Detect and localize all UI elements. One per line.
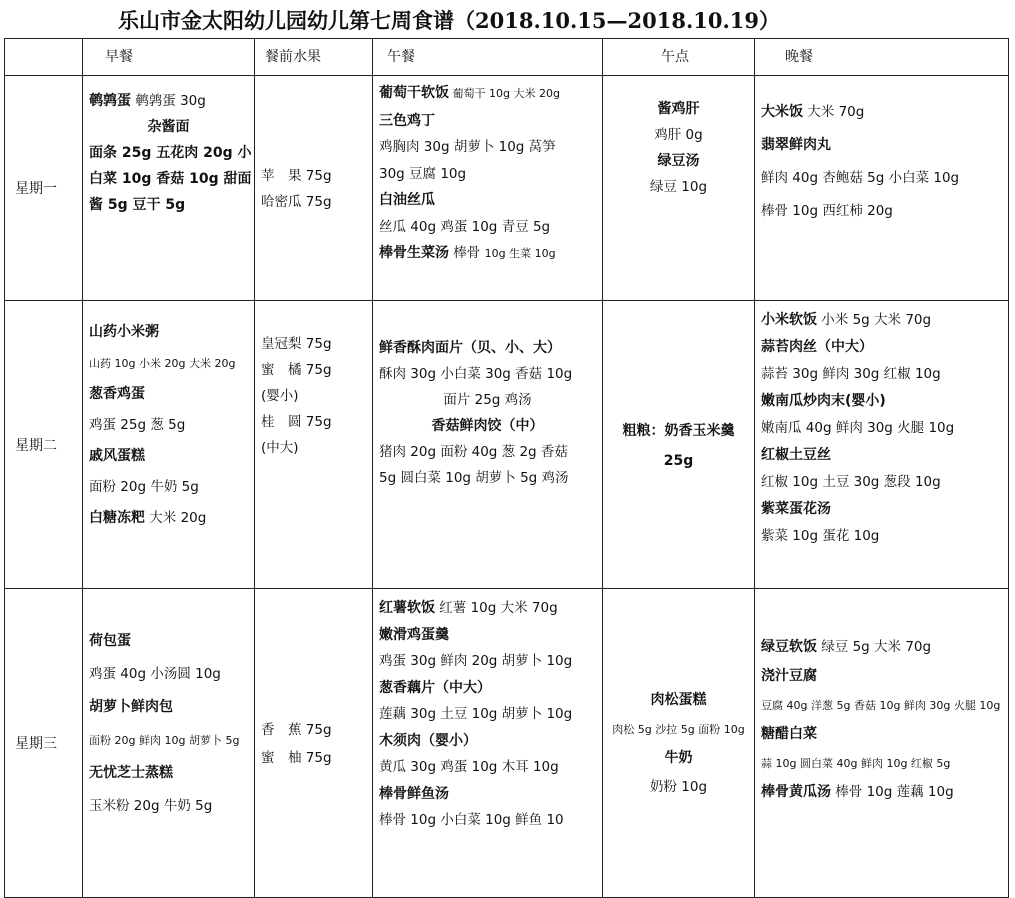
header-cell-breakfast xyxy=(83,39,255,76)
dish-name: 绿豆软饭 xyxy=(761,639,817,655)
dish-name: 紫菜蛋花汤 xyxy=(761,501,831,517)
menu-line xyxy=(89,503,248,534)
ingredients: 豆腐 40g 洋葱 5g 香菇 10g 鲜肉 30g 火腿 10g xyxy=(761,699,1001,712)
dish-name: 山药小米粥 xyxy=(89,324,159,340)
menu-line xyxy=(379,187,596,214)
dish-name: 牛奶 xyxy=(664,750,693,766)
menu-line xyxy=(89,724,248,757)
header-label: 午点 xyxy=(661,49,689,65)
ingredients: 绿豆 10g xyxy=(649,179,708,195)
menu-line xyxy=(761,361,1002,388)
fruit-cell xyxy=(255,301,373,589)
lunch-cell xyxy=(373,589,603,898)
dish-name: 白糖冻粑 xyxy=(89,510,145,526)
menu-line xyxy=(89,88,248,114)
dish-name: 棒骨黄瓜汤 xyxy=(761,784,831,800)
dish-name: 小米软饭 xyxy=(761,312,817,328)
menu-line xyxy=(609,744,748,773)
ingredients: 鸡蛋 25g 葱 5g xyxy=(89,417,186,433)
dish-name: 葱香鸡蛋 xyxy=(89,386,145,402)
menu-line xyxy=(261,163,366,189)
menu-line xyxy=(761,778,1002,807)
dish-name: 三色鸡丁 xyxy=(379,112,435,129)
ingredients: 10g 生菜 10g xyxy=(484,247,556,260)
day-label: 星期一 xyxy=(5,76,83,301)
menu-line xyxy=(379,701,596,728)
menu-line xyxy=(89,317,248,348)
menu-line xyxy=(761,691,1002,720)
header-cell-fruit xyxy=(255,39,373,76)
ingredients: 桂 圆 75g xyxy=(261,414,332,430)
snack-cell xyxy=(603,76,755,301)
ingredients: (婴小) xyxy=(261,388,299,404)
ingredients: 蜜 柚 75g xyxy=(261,750,332,766)
ingredients: (中大) xyxy=(261,440,299,456)
menu-line xyxy=(761,129,1002,162)
menu-line xyxy=(379,807,596,834)
menu-line xyxy=(761,162,1002,195)
menu-line xyxy=(379,240,596,268)
menu-line xyxy=(761,496,1002,523)
menu-line xyxy=(379,161,596,188)
ingredients: 30g 豆腐 10g xyxy=(379,165,467,182)
menu-line xyxy=(761,469,1002,496)
dish-name: 白菜 10g 香菇 10g 甜面 xyxy=(89,171,252,187)
menu-line xyxy=(761,442,1002,469)
menu-line xyxy=(379,754,596,781)
header-cell-lunch xyxy=(373,39,603,76)
menu-line xyxy=(89,410,248,441)
dish-name: 戚风蛋糕 xyxy=(89,448,145,464)
dish-name: 木须肉（婴小） xyxy=(379,732,477,749)
menu-line xyxy=(609,446,748,476)
menu-line xyxy=(379,622,596,649)
menu-line xyxy=(379,387,596,413)
menu-line xyxy=(379,214,596,241)
dish-name: 绿豆汤 xyxy=(657,153,700,169)
ingredients: 香 蕉 75g xyxy=(261,722,332,738)
header-label: 餐前水果 xyxy=(265,49,321,65)
ingredients: 山药 10g 小米 20g 大米 20g xyxy=(89,357,236,370)
ingredients: 蜜 橘 75g xyxy=(261,362,332,378)
menu-line xyxy=(261,331,366,357)
menu-line xyxy=(379,108,596,135)
ingredients: 面片 25g 鸡汤 xyxy=(443,392,532,408)
menu-line xyxy=(379,361,596,387)
day-label: 星期二 xyxy=(5,301,83,589)
dish-name: 25g xyxy=(663,452,694,469)
menu-line xyxy=(761,195,1002,228)
dish-name: 浇汁豆腐 xyxy=(761,668,817,684)
menu-line xyxy=(89,114,248,140)
menu-line xyxy=(761,96,1002,129)
ingredients: 棒骨 10g 莲藕 10g xyxy=(831,784,954,800)
dish-name: 香菇鲜肉饺（中） xyxy=(431,418,544,434)
header-cell-dinner xyxy=(755,39,1009,76)
ingredients: 葡萄干 10g 大米 20g xyxy=(449,87,560,100)
header-cell-day xyxy=(5,39,83,76)
menu-line xyxy=(609,148,748,174)
dish-name: 翡翠鲜肉丸 xyxy=(761,137,831,153)
dinner-cell xyxy=(755,589,1009,898)
breakfast-cell xyxy=(83,76,255,301)
ingredients: 蒜苔 30g 鲜肉 30g 红椒 10g xyxy=(761,366,941,382)
dish-name: 胡萝卜鲜肉包 xyxy=(89,699,173,715)
ingredients: 红椒 10g 土豆 30g 葱段 10g xyxy=(761,474,941,490)
ingredients: 肉松 5g 沙拉 5g 面粉 10g xyxy=(612,723,745,736)
dish-name: 棒骨生菜汤 xyxy=(379,245,449,261)
ingredients: 嫩南瓜 40g 鲜肉 30g 火腿 10g xyxy=(761,420,955,436)
menu-line xyxy=(761,633,1002,662)
dish-name: 酱鸡肝 xyxy=(657,101,700,117)
header-label: 晚餐 xyxy=(785,49,813,65)
dish-name: 葡萄干软饭 xyxy=(379,85,449,101)
ingredients: 大米 20g xyxy=(145,510,207,526)
page-title: 乐山市金太阳幼儿园幼儿第七周食谱（2018.10.15—2018.10.19） xyxy=(118,8,781,33)
menu-line xyxy=(609,416,748,446)
dish-name: 无忧芝士蒸糕 xyxy=(89,765,173,781)
ingredients: 小米 5g 大米 70g xyxy=(817,312,932,328)
ingredients: 鸡蛋 30g 鲜肉 20g 胡萝卜 10g xyxy=(379,653,573,669)
menu-line xyxy=(261,716,366,744)
menu-line xyxy=(379,595,596,622)
day-row-tuesday xyxy=(5,301,1009,589)
dish-name: 红椒土豆丝 xyxy=(761,447,831,463)
fruit-cell xyxy=(255,76,373,301)
menu-line xyxy=(89,691,248,724)
lunch-cell xyxy=(373,301,603,589)
ingredients: 棒骨 10g 小白菜 10g 鲜鱼 10 xyxy=(379,812,564,828)
menu-line xyxy=(89,625,248,658)
ingredients: 大米 70g xyxy=(803,104,865,120)
breakfast-cell xyxy=(83,589,255,898)
menu-line xyxy=(609,773,748,802)
ingredients: 5g 圆白菜 10g 胡萝卜 5g 鸡汤 xyxy=(379,470,569,486)
dish-name: 鲜香酥肉面片（贝、小、大） xyxy=(379,340,561,356)
menu-line xyxy=(379,80,596,108)
ingredients: 红薯 10g 大米 70g xyxy=(435,600,558,616)
ingredients: 哈密瓜 75g xyxy=(261,194,332,210)
menu-line xyxy=(89,790,248,823)
menu-line xyxy=(609,122,748,148)
fruit-cell xyxy=(255,589,373,898)
menu-line xyxy=(379,439,596,465)
ingredients: 玉米粉 20g 牛奶 5g xyxy=(89,798,213,814)
dish-name: 葱香藕片（中大） xyxy=(379,679,491,696)
menu-line xyxy=(89,658,248,691)
ingredients: 猪肉 20g 面粉 40g 葱 2g 香菇 xyxy=(379,444,568,460)
ingredients: 苹 果 75g xyxy=(261,168,332,184)
dish-name: 大米饭 xyxy=(761,104,803,120)
dinner-cell xyxy=(755,76,1009,301)
ingredients: 丝瓜 40g 鸡蛋 10g 青豆 5g xyxy=(379,218,551,235)
ingredients: 莲藕 30g 土豆 10g 胡萝卜 10g xyxy=(379,706,573,722)
ingredients: 黄瓜 30g 鸡蛋 10g 木耳 10g xyxy=(379,759,559,775)
menu-line xyxy=(609,96,748,122)
menu-line xyxy=(261,435,366,461)
menu-line xyxy=(89,441,248,472)
menu-line xyxy=(89,757,248,790)
day-row-wednesday xyxy=(5,589,1009,898)
menu-line xyxy=(261,357,366,383)
menu-table xyxy=(4,38,1009,898)
ingredients: 鸡肝 0g xyxy=(654,127,703,143)
lunch-cell xyxy=(373,76,603,301)
dish-name: 面条 25g 五花肉 20g 小 xyxy=(89,145,252,161)
header-row xyxy=(5,39,1009,76)
day-row-monday xyxy=(5,76,1009,301)
menu-line xyxy=(89,166,252,192)
menu-line xyxy=(89,472,248,503)
breakfast-cell xyxy=(83,301,255,589)
header-label: 早餐 xyxy=(105,49,133,65)
dish-name: 白油丝瓜 xyxy=(379,192,435,208)
menu-line xyxy=(761,388,1002,415)
menu-line xyxy=(89,348,248,379)
dish-name: 粗粮：奶香玉米羹 xyxy=(622,422,735,439)
menu-line xyxy=(379,728,596,755)
ingredients: 面粉 20g 鲜肉 10g 胡萝卜 5g xyxy=(89,734,240,747)
ingredients: 皇冠梨 75g xyxy=(261,336,332,352)
day-label: 星期三 xyxy=(5,589,83,898)
menu-line xyxy=(379,781,596,808)
menu-line xyxy=(761,307,1002,334)
header-label: 午餐 xyxy=(387,49,415,65)
dish-name: 糖醋白菜 xyxy=(761,726,817,742)
ingredients: 酥肉 30g 小白菜 30g 香菇 10g xyxy=(379,366,573,382)
dish-name: 红薯软饭 xyxy=(379,600,435,616)
menu-line xyxy=(609,715,748,744)
ingredients: 紫菜 10g 蛋花 10g xyxy=(761,528,880,544)
ingredients: 鲜肉 40g 杏鲍菇 5g 小白菜 10g xyxy=(761,170,960,186)
snack-cell xyxy=(603,301,755,589)
dish-name: 蒜苔肉丝（中大） xyxy=(761,339,873,355)
menu-line xyxy=(761,749,1002,778)
menu-line xyxy=(379,675,596,702)
snack-cell xyxy=(603,589,755,898)
menu-line xyxy=(379,648,596,675)
menu-line xyxy=(261,744,366,772)
dish-name: 嫩南瓜炒肉末(婴小) xyxy=(761,393,886,409)
ingredients: 蒜 10g 圆白菜 40g 鲜肉 10g 红椒 5g xyxy=(761,757,951,770)
dish-name: 酱 5g 豆干 5g xyxy=(89,197,186,213)
ingredients: 鹌鹑蛋 30g xyxy=(131,93,206,109)
menu-line xyxy=(261,409,366,435)
menu-line xyxy=(761,415,1002,442)
ingredients: 面粉 20g 牛奶 5g xyxy=(89,479,199,495)
ingredients: 鸡蛋 40g 小汤圆 10g xyxy=(89,666,221,682)
dish-name: 鹌鹑蛋 xyxy=(89,93,131,109)
menu-line xyxy=(89,140,252,166)
header-cell-snack xyxy=(603,39,755,76)
menu-line xyxy=(89,379,248,410)
ingredients: 棒骨 10g 西红柿 20g xyxy=(761,203,893,219)
menu-line xyxy=(379,335,596,361)
menu-line xyxy=(609,686,748,715)
ingredients: 绿豆 5g 大米 70g xyxy=(817,639,932,655)
menu-line xyxy=(761,523,1002,550)
dish-name: 杂酱面 xyxy=(147,119,190,135)
menu-line xyxy=(261,383,366,409)
menu-line xyxy=(379,413,596,439)
menu-line xyxy=(379,465,596,491)
menu-line xyxy=(261,189,366,215)
dish-name: 棒骨鲜鱼汤 xyxy=(379,785,449,802)
menu-line xyxy=(89,192,248,218)
dish-name: 荷包蛋 xyxy=(89,633,131,649)
ingredients: 奶粉 10g xyxy=(649,779,708,795)
menu-line xyxy=(761,662,1002,691)
menu-line xyxy=(761,334,1002,361)
ingredients: 鸡胸肉 30g 胡萝卜 10g 莴笋 xyxy=(379,139,556,155)
dish-name: 肉松蛋糕 xyxy=(650,692,707,708)
dish-name: 嫩滑鸡蛋羹 xyxy=(379,626,449,643)
menu-line xyxy=(761,720,1002,749)
menu-line xyxy=(609,174,748,200)
ingredients: 棒骨 xyxy=(449,245,485,261)
dinner-cell xyxy=(755,301,1009,589)
menu-line xyxy=(379,134,596,161)
